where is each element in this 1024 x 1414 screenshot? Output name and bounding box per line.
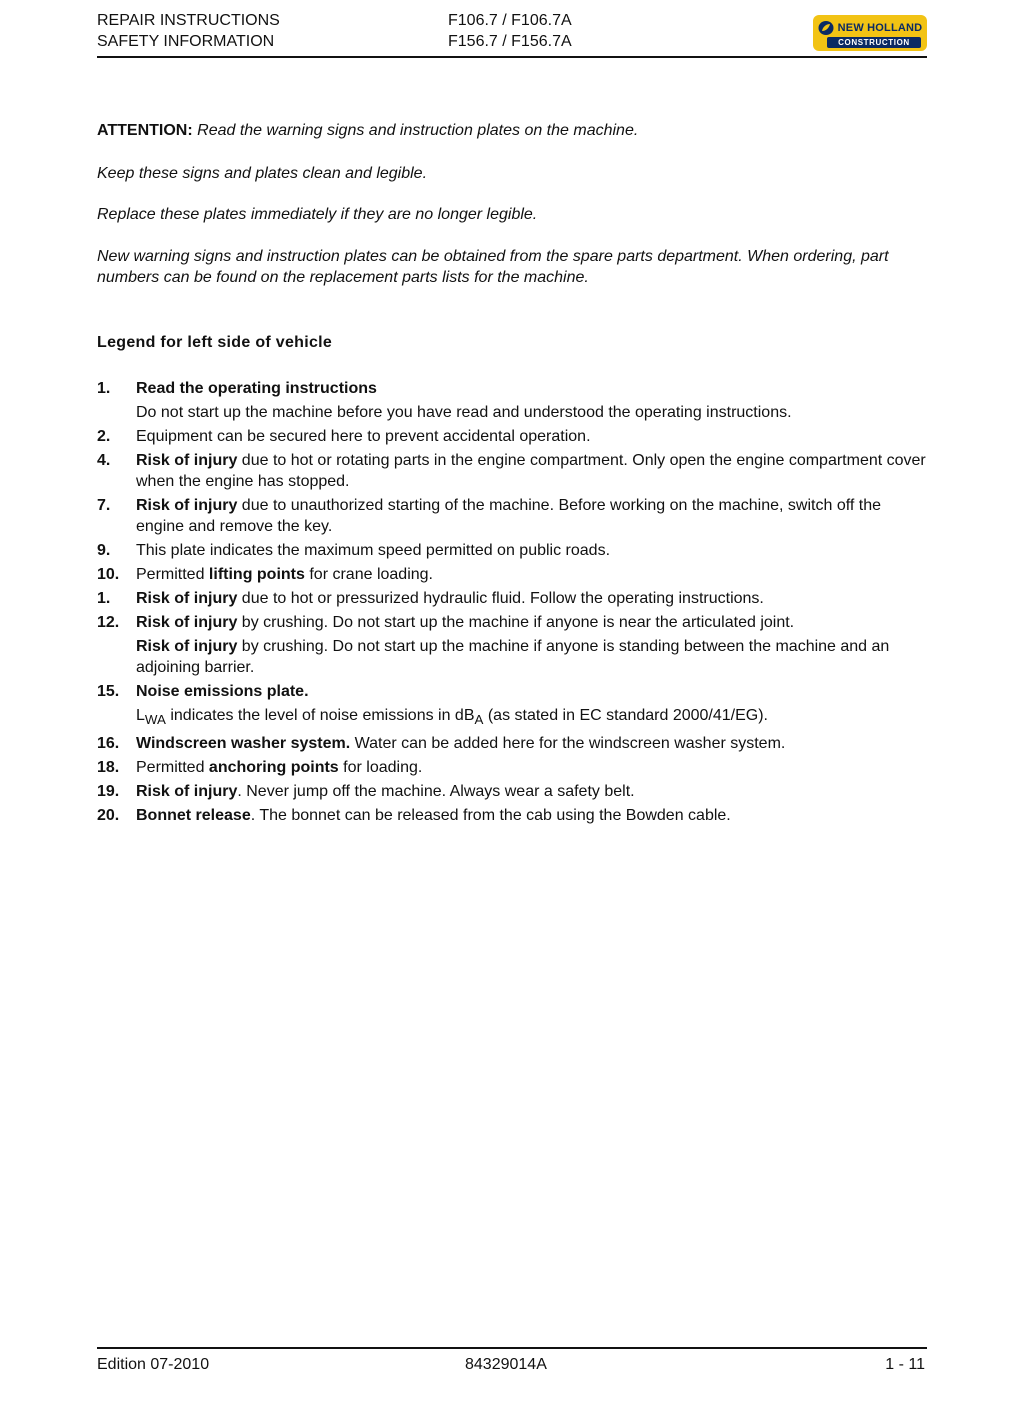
new-plates-paragraph: New warning signs and instruction plates can be obtained from the spare parts department. When ordering, part numbers can be found on the replacement parts lists for the machine. [97, 248, 889, 286]
list-item [97, 402, 927, 423]
page-header [97, 10, 927, 58]
logo-band [827, 37, 921, 48]
item-bold: Windscreen washer system. [136, 735, 351, 753]
logo-brand-text: NEW HOLLAND [837, 22, 923, 34]
item-text: Water can be added here for the windscreen washer system. [350, 735, 786, 753]
item-bold: Risk of injury [136, 497, 238, 514]
logo-sub-text: CONSTRUCTION [838, 38, 910, 47]
item-text: for crane loading. [304, 566, 433, 583]
header-model-line2: F156.7 / F156.7A [448, 33, 572, 50]
item-number: 12. [97, 614, 120, 631]
list-item [97, 378, 927, 399]
list-item [97, 426, 927, 447]
list-item [97, 805, 927, 826]
list-item [97, 733, 927, 754]
item-bold: Risk of injury [136, 614, 238, 631]
item-number: 9. [97, 542, 111, 559]
list-item-noise [97, 705, 927, 730]
legend-list [97, 378, 927, 829]
item-bold: Risk of injury [136, 590, 238, 607]
item-text: . The bonnet can be released from the cab using the Bowden cable. [250, 807, 731, 825]
list-item [97, 636, 927, 678]
header-title-line2: SAFETY INFORMATION [97, 33, 275, 50]
item-text: This plate indicates the maximum speed permitted on public roads. [136, 542, 611, 559]
header-title-line1: REPAIR INSTRUCTIONS [97, 12, 280, 29]
new-holland-logo [813, 15, 927, 51]
item-text: due to hot or pressurized hydraulic fluid. Follow the operating instructions. [237, 590, 764, 607]
item-number: 1. [97, 590, 111, 607]
attention-text: Read the warning signs and instruction plates on the machine. [192, 122, 639, 139]
legend-title: Legend for left side of vehicle [97, 334, 333, 351]
item-text: due to unauthorized starting of the machine. Before working on the machine, switch off the engine and remove the key. [136, 497, 881, 535]
item-number: 15. [97, 683, 120, 700]
item-text: due to hot or rotating parts in the engine compartment. Only open the engine compartment cover when the engine has stopped. [136, 452, 926, 490]
item-text: . Never jump off the machine. Always wear a safety belt. [237, 783, 635, 801]
header-model-line1: F106.7 / F106.7A [448, 12, 572, 29]
footer-doc-number: 84329014A [465, 1356, 547, 1373]
list-item [97, 450, 927, 492]
item-number: 10. [97, 566, 120, 583]
item-number: 7. [97, 497, 111, 514]
item-text: Do not start up the machine before you have read and understood the operating instructions. [136, 404, 792, 421]
item-number: 16. [97, 735, 120, 753]
item-pre: Permitted [136, 566, 209, 583]
item-bold: Risk of injury [136, 452, 238, 469]
item-number: 20. [97, 807, 120, 825]
item-text: by crushing. Do not start up the machine if anyone is standing between the machine and an adjoining barrier. [136, 638, 890, 676]
list-item [97, 540, 927, 561]
footer-edition: Edition 07-2010 [97, 1356, 210, 1373]
noise-line: $L_{WA}$ indicates the level of noise emissions in $dB_A$ (as stated in EC standard 2000/41/EG). [136, 707, 768, 728]
leaf-icon [818, 20, 834, 36]
list-item [97, 681, 927, 702]
item-bold: Noise emissions plate. [136, 683, 309, 700]
item-text: Equipment can be secured here to prevent accidental operation. [136, 428, 591, 445]
item-bold: Bonnet release [136, 807, 251, 825]
item-number: 18. [97, 759, 120, 777]
item-number: 1. [97, 380, 111, 397]
footer-page-number: 1 - 11 [885, 1356, 925, 1373]
list-item [97, 588, 927, 609]
item-text: for loading. [338, 759, 423, 777]
list-item [97, 781, 927, 802]
attention-label: ATTENTION: [97, 122, 193, 139]
keep-paragraph: Keep these signs and plates clean and legible. [97, 165, 428, 182]
item-bold: Read the operating instructions [136, 380, 377, 397]
item-bold: anchoring points [208, 759, 339, 777]
item-pre: Permitted [136, 759, 209, 777]
list-item [97, 564, 927, 585]
list-item [97, 495, 927, 537]
item-number: 4. [97, 452, 111, 469]
item-bold: lifting points [208, 566, 305, 583]
replace-paragraph: Replace these plates immediately if they are no longer legible. [97, 206, 538, 223]
list-item [97, 612, 927, 633]
item-number: 19. [97, 783, 120, 801]
attention-paragraph [97, 120, 927, 141]
list-item [97, 757, 927, 778]
item-bold: Risk of injury [136, 638, 238, 655]
item-text: by crushing. Do not start up the machine if anyone is near the articulated joint. [237, 614, 795, 631]
item-bold: Risk of injury [136, 783, 238, 801]
page-footer [97, 1347, 927, 1379]
item-number: 2. [97, 428, 111, 445]
